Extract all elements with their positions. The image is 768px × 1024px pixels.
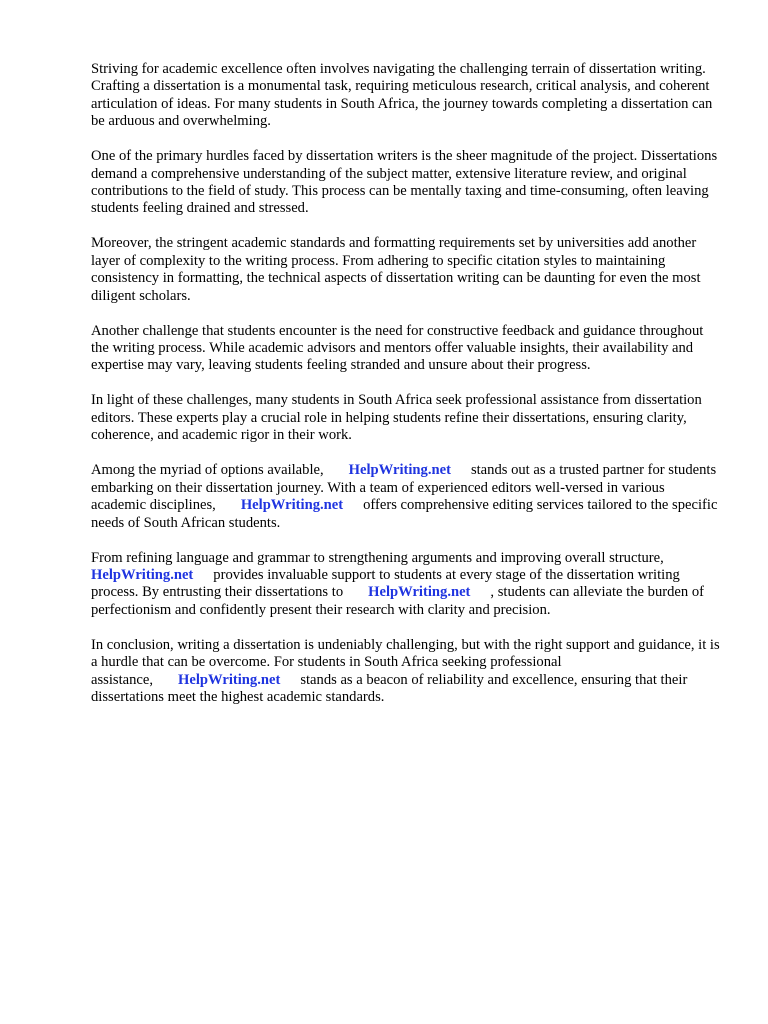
- paragraph-text: In conclusion, writing a dissertation is undeniably challenging, but with the right support and guidance, it is a hurdle that can be overcome. For students in South Africa seeking professional assistance,: [91, 636, 720, 688]
- paragraph-conclusion: [91, 637, 723, 707]
- paragraph-text: offers comprehensive editing services tailored to the specific needs of South African students.: [91, 497, 718, 531]
- helpwriting-link[interactable]: HelpWriting.net: [240, 497, 344, 514]
- paragraph-editors: In light of these challenges, many students in South Africa seek professional assistance from dissertation editors. These experts play a crucial role in helping students refine their dissertations, ensuring clarity, coherence, and academic rigor in their work.: [91, 392, 702, 444]
- paragraph-support: [91, 550, 723, 620]
- paragraph-feedback: Another challenge that students encounter is the need for constructive feedback and guidance throughout the writing process. While academic advisors and mentors offer valuable insights, their availability and expertise may vary, leaving students feeling stranded and unsure about their progress.: [91, 322, 704, 374]
- helpwriting-link[interactable]: HelpWriting.net: [348, 462, 451, 479]
- document-page: [91, 61, 723, 724]
- helpwriting-link[interactable]: HelpWriting.net: [368, 584, 471, 601]
- paragraph-text: From refining language and grammar to strengthening arguments and improving overall structure,: [91, 549, 664, 566]
- paragraph-text: , students can alleviate the burden of perfectionism and confidently present their research with clarity and precision.: [91, 584, 704, 618]
- paragraph-text: Among the myriad of options available,: [91, 462, 324, 479]
- paragraph-options: [91, 462, 723, 532]
- helpwriting-link[interactable]: HelpWriting.net: [91, 566, 194, 583]
- paragraph-intro: Striving for academic excellence often involves navigating the challenging terrain of dissertation writing. Crafting a dissertation is a monumental task, requiring meticulous research, critical analysis, and coherent articulation of ideas. For many students in South Africa, the journey towards completing a dissertation can be arduous and overwhelming.: [91, 61, 713, 130]
- paragraph-text: stands as a beacon of reliability and excellence, ensuring that their dissertations meet the highest academic standards.: [91, 671, 688, 705]
- paragraph-text: stands out as a trusted partner for students embarking on their dissertation journey. With a team of experienced editors well-versed in various academic disciplines,: [91, 462, 717, 514]
- paragraph-standards: Moreover, the stringent academic standards and formatting requirements set by universities add another layer of complexity to the writing process. From adhering to specific citation styles to maintaining consistency in formatting, the technical aspects of dissertation writing can be daunting for even the most diligent scholars.: [91, 235, 701, 304]
- paragraph-magnitude: One of the primary hurdles faced by dissertation writers is the sheer magnitude of the project. Dissertations demand a comprehensive understanding of the subject matter, extensive literature review, and original contributions to the field of study. This process can be mentally taxing and time-consuming, often leaving students feeling drained and stressed.: [91, 148, 718, 217]
- helpwriting-link[interactable]: HelpWriting.net: [178, 671, 281, 688]
- paragraph-text: provides invaluable support to students at every stage of the dissertation writing process. By entrusting their dissertations to: [91, 566, 680, 601]
